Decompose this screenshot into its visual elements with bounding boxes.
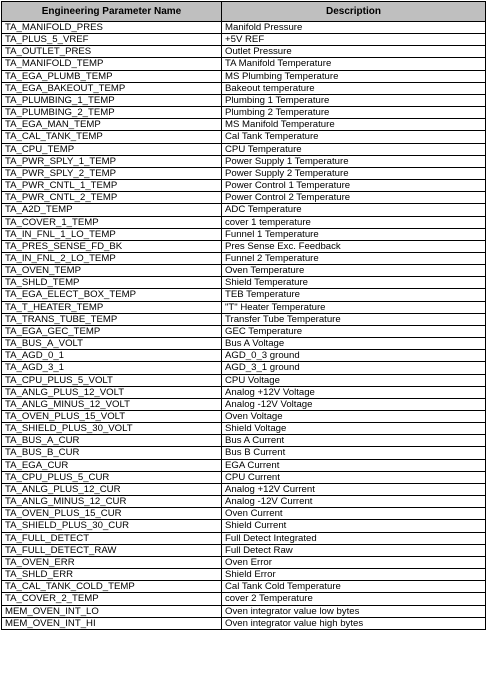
table-row (2, 496, 486, 508)
description-cell: Shield Voltage (222, 423, 486, 435)
parameter-name-cell: TA_COVER_1_TEMP (2, 216, 222, 228)
table-row (2, 520, 486, 532)
table-row (2, 508, 486, 520)
description-cell: Analog +12V Voltage (222, 386, 486, 398)
description-cell: Shield Error (222, 569, 486, 581)
description-cell: Manifold Pressure (222, 22, 486, 34)
table-row (2, 471, 486, 483)
table-row (2, 34, 486, 46)
table-row (2, 556, 486, 568)
table-row (2, 265, 486, 277)
table-row (2, 605, 486, 617)
parameter-name-cell: TA_EGA_PLUMB_TEMP (2, 70, 222, 82)
description-cell: Bus A Voltage (222, 338, 486, 350)
table-row (2, 119, 486, 131)
table-row (2, 313, 486, 325)
table-row (2, 180, 486, 192)
description-cell: MS Plumbing Temperature (222, 70, 486, 82)
table-row (2, 593, 486, 605)
parameter-name-cell: TA_EGA_CUR (2, 459, 222, 471)
description-cell: Shield Temperature (222, 277, 486, 289)
description-cell: Shield Current (222, 520, 486, 532)
description-cell: cover 1 temperature (222, 216, 486, 228)
table-body (2, 22, 486, 630)
description-cell: Plumbing 1 Temperature (222, 94, 486, 106)
description-cell: Bakeout temperature (222, 82, 486, 94)
description-cell: Outlet Pressure (222, 46, 486, 58)
table-row (2, 252, 486, 264)
table-row (2, 581, 486, 593)
parameter-name-cell: TA_IN_FNL_1_LO_TEMP (2, 228, 222, 240)
parameter-name-cell: TA_PLUMBING_1_TEMP (2, 94, 222, 106)
parameter-name-cell: TA_EGA_ELECT_BOX_TEMP (2, 289, 222, 301)
description-cell: Full Detect Raw (222, 544, 486, 556)
description-cell: AGD_3_1 ground (222, 362, 486, 374)
description-cell: TEB Temperature (222, 289, 486, 301)
description-cell: Cal Tank Temperature (222, 131, 486, 143)
parameter-name-cell: TA_CAL_TANK_COLD_TEMP (2, 581, 222, 593)
parameter-name-cell: TA_SHLD_ERR (2, 569, 222, 581)
parameter-name-cell: TA_PWR_CNTL_2_TEMP (2, 192, 222, 204)
parameter-name-cell: TA_BUS_A_VOLT (2, 338, 222, 350)
table-row (2, 82, 486, 94)
parameter-name-cell: TA_OVEN_PLUS_15_CUR (2, 508, 222, 520)
description-cell: Cal Tank Cold Temperature (222, 581, 486, 593)
table-row (2, 107, 486, 119)
description-cell: "T" Heater Temperature (222, 301, 486, 313)
parameter-name-cell: TA_COVER_2_TEMP (2, 593, 222, 605)
description-cell: ADC Temperature (222, 204, 486, 216)
parameter-name-cell: TA_EGA_MAN_TEMP (2, 119, 222, 131)
table-row (2, 411, 486, 423)
table-row (2, 240, 486, 252)
parameter-name-cell: TA_T_HEATER_TEMP (2, 301, 222, 313)
table-row (2, 447, 486, 459)
description-cell: Oven Voltage (222, 411, 486, 423)
parameter-name-cell: TA_OUTLET_PRES (2, 46, 222, 58)
table-row (2, 58, 486, 70)
description-cell: Funnel 1 Temperature (222, 228, 486, 240)
parameter-name-cell: TA_PLUMBING_2_TEMP (2, 107, 222, 119)
description-cell: +5V REF (222, 34, 486, 46)
parameter-name-cell: TA_SHIELD_PLUS_30_CUR (2, 520, 222, 532)
table-row (2, 362, 486, 374)
parameter-name-cell: TA_PRES_SENSE_FD_BK (2, 240, 222, 252)
parameter-name-cell: TA_ANLG_MINUS_12_VOLT (2, 398, 222, 410)
description-cell: Analog -12V Current (222, 496, 486, 508)
column-header-parameter-name: Engineering Parameter Name (2, 2, 222, 22)
description-cell: CPU Temperature (222, 143, 486, 155)
description-cell: Plumbing 2 Temperature (222, 107, 486, 119)
table-row (2, 532, 486, 544)
table-header (2, 2, 486, 22)
table-row (2, 301, 486, 313)
table-row (2, 216, 486, 228)
parameter-name-cell: MEM_OVEN_INT_HI (2, 617, 222, 629)
description-cell: cover 2 Temperature (222, 593, 486, 605)
description-cell: Bus B Current (222, 447, 486, 459)
parameter-name-cell: TA_PWR_CNTL_1_TEMP (2, 180, 222, 192)
table-row (2, 325, 486, 337)
table-row (2, 350, 486, 362)
parameter-name-cell: TA_CPU_TEMP (2, 143, 222, 155)
description-cell: Power Control 2 Temperature (222, 192, 486, 204)
parameter-name-cell: TA_SHIELD_PLUS_30_VOLT (2, 423, 222, 435)
description-cell: TA Manifold Temperature (222, 58, 486, 70)
column-header-description: Description (222, 2, 486, 22)
parameter-name-cell: TA_CPU_PLUS_5_VOLT (2, 374, 222, 386)
table-row (2, 386, 486, 398)
parameter-table-container (1, 1, 485, 630)
description-cell: Analog +12V Current (222, 483, 486, 495)
parameter-name-cell: TA_OVEN_TEMP (2, 265, 222, 277)
parameter-name-cell: TA_AGD_3_1 (2, 362, 222, 374)
parameter-name-cell: TA_MANIFOLD_PRES (2, 22, 222, 34)
table-row (2, 289, 486, 301)
parameter-name-cell: TA_OVEN_ERR (2, 556, 222, 568)
description-cell: CPU Voltage (222, 374, 486, 386)
table-row (2, 143, 486, 155)
description-cell: GEC Temperature (222, 325, 486, 337)
parameter-name-cell: TA_PWR_SPLY_2_TEMP (2, 167, 222, 179)
parameter-name-cell: TA_PLUS_5_VREF (2, 34, 222, 46)
parameter-name-cell: TA_TRANS_TUBE_TEMP (2, 313, 222, 325)
parameter-name-cell: TA_MANIFOLD_TEMP (2, 58, 222, 70)
table-row (2, 569, 486, 581)
description-cell: AGD_0_3 ground (222, 350, 486, 362)
description-cell: Full Detect Integrated (222, 532, 486, 544)
table-row (2, 338, 486, 350)
parameter-name-cell: MEM_OVEN_INT_LO (2, 605, 222, 617)
engineering-parameter-table (1, 1, 486, 630)
description-cell: Power Supply 2 Temperature (222, 167, 486, 179)
parameter-name-cell: TA_EGA_BAKEOUT_TEMP (2, 82, 222, 94)
table-row (2, 192, 486, 204)
description-cell: Funnel 2 Temperature (222, 252, 486, 264)
description-cell: MS Manifold Temperature (222, 119, 486, 131)
parameter-name-cell: TA_ANLG_MINUS_12_CUR (2, 496, 222, 508)
parameter-name-cell: TA_BUS_A_CUR (2, 435, 222, 447)
table-row (2, 204, 486, 216)
table-row (2, 155, 486, 167)
parameter-name-cell: TA_AGD_0_1 (2, 350, 222, 362)
table-row (2, 277, 486, 289)
parameter-name-cell: TA_PWR_SPLY_1_TEMP (2, 155, 222, 167)
table-row (2, 617, 486, 629)
table-row (2, 544, 486, 556)
description-cell: Oven Error (222, 556, 486, 568)
table-row (2, 94, 486, 106)
table-row (2, 459, 486, 471)
parameter-name-cell: TA_IN_FNL_2_LO_TEMP (2, 252, 222, 264)
description-cell: Transfer Tube Temperature (222, 313, 486, 325)
parameter-name-cell: TA_CPU_PLUS_5_CUR (2, 471, 222, 483)
parameter-name-cell: TA_ANLG_PLUS_12_CUR (2, 483, 222, 495)
description-cell: Oven integrator value high bytes (222, 617, 486, 629)
table-row (2, 22, 486, 34)
table-row (2, 131, 486, 143)
description-cell: CPU Current (222, 471, 486, 483)
description-cell: Pres Sense Exc. Feedback (222, 240, 486, 252)
parameter-name-cell: TA_BUS_B_CUR (2, 447, 222, 459)
description-cell: Oven Temperature (222, 265, 486, 277)
parameter-name-cell: TA_CAL_TANK_TEMP (2, 131, 222, 143)
parameter-name-cell: TA_EGA_GEC_TEMP (2, 325, 222, 337)
table-row (2, 435, 486, 447)
parameter-name-cell: TA_ANLG_PLUS_12_VOLT (2, 386, 222, 398)
parameter-name-cell: TA_A2D_TEMP (2, 204, 222, 216)
description-cell: Bus A Current (222, 435, 486, 447)
description-cell: Power Supply 1 Temperature (222, 155, 486, 167)
table-row (2, 70, 486, 82)
description-cell: Power Control 1 Temperature (222, 180, 486, 192)
table-row (2, 374, 486, 386)
parameter-name-cell: TA_FULL_DETECT (2, 532, 222, 544)
table-row (2, 46, 486, 58)
table-row (2, 167, 486, 179)
parameter-name-cell: TA_SHLD_TEMP (2, 277, 222, 289)
parameter-name-cell: TA_FULL_DETECT_RAW (2, 544, 222, 556)
description-cell: Oven Current (222, 508, 486, 520)
table-row (2, 228, 486, 240)
description-cell: Oven integrator value low bytes (222, 605, 486, 617)
parameter-name-cell: TA_OVEN_PLUS_15_VOLT (2, 411, 222, 423)
description-cell: Analog -12V Voltage (222, 398, 486, 410)
table-row (2, 423, 486, 435)
header-row (2, 2, 486, 22)
description-cell: EGA Current (222, 459, 486, 471)
table-row (2, 483, 486, 495)
table-row (2, 398, 486, 410)
